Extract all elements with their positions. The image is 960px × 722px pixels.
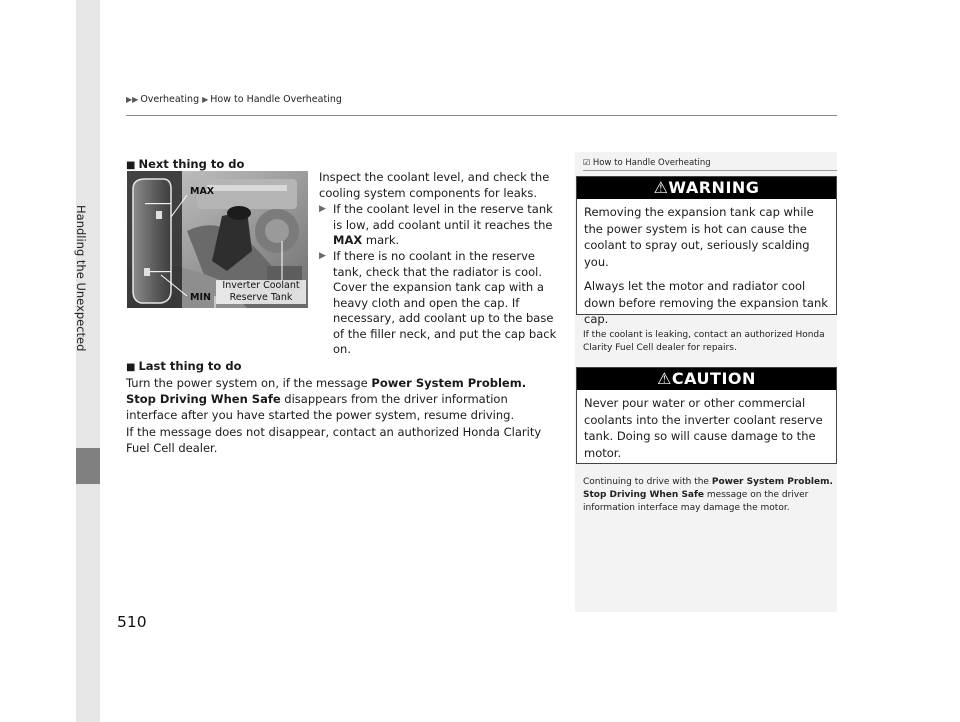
breadcrumb xyxy=(126,94,342,105)
last-thing-paragraph-2: If the message does not disappear, contact an authorized Honda Clarity Fuel Cell dealer. xyxy=(126,424,542,455)
caution-body: Never pour water or other commercial coolants into the inverter coolant reserve tank. Doing so will cause damage to the motor. xyxy=(584,396,823,460)
warning-header: ⚠WARNING xyxy=(577,177,836,199)
list-item: ▶ If the coolant level in the reserve tank is low, add coolant until it reaches the MAX mark. xyxy=(319,202,553,247)
side-tab-marker xyxy=(76,448,100,484)
square-bullet-icon: ■ xyxy=(126,362,136,373)
side-tab-label: Handling the Unexpected xyxy=(74,205,88,352)
caution-box xyxy=(576,367,837,464)
bullet-arrow-icon: ▶ xyxy=(319,251,326,261)
panel-divider xyxy=(583,170,837,171)
last-thing-body xyxy=(126,375,558,456)
page-number: 510 xyxy=(117,613,147,631)
warning-body: Removing the expansion tank cap while the power system is hot can cause the coolant to spray out, seriously scalding you. Always let the motor and radiator cool down before removing the expansion tank cap. xyxy=(584,205,828,326)
breadcrumb-arrow-icon: ▶▶ xyxy=(126,95,139,104)
next-intro-text: Inspect the coolant level, and check the cooling system components for leaks. xyxy=(319,170,550,200)
checkbox-icon: ☑ xyxy=(583,158,591,167)
warning-icon: ⚠ xyxy=(653,178,669,197)
panel-note-leak: If the coolant is leaking, contact an authorized Honda Clarity Fuel Cell dealer for repairs. xyxy=(583,330,825,353)
warning-box xyxy=(576,176,837,326)
square-bullet-icon: ■ xyxy=(126,160,136,171)
header-divider xyxy=(126,115,837,116)
heading-next-thing: ■ Next thing to do xyxy=(126,157,245,171)
bullet-arrow-icon: ▶ xyxy=(319,204,326,214)
panel-note-continue: Continuing to drive with the Power System Problem. Stop Driving When Safe message on the driver information interface may damage the motor. xyxy=(583,477,833,513)
caution-header: ⚠CAUTION xyxy=(577,368,836,390)
figure-label-reserve-tank: Inverter Coolant Reserve Tank xyxy=(216,280,306,304)
heading-last-thing: ■ Last thing to do xyxy=(126,359,242,373)
figure-label-min: MIN xyxy=(190,292,211,303)
panel-title: ☑ How to Handle Overheating xyxy=(583,158,711,168)
figure-label-max: MAX xyxy=(190,186,215,197)
side-tab xyxy=(76,0,100,722)
last-thing-paragraph-1: Turn the power system on, if the message Power System Problem. Stop Driving When Safe disappears from the driver information interface after you have started the power system, resume driving. xyxy=(126,376,527,423)
breadcrumb-item-how-to-handle[interactable]: How to Handle Overheating xyxy=(210,94,342,105)
breadcrumb-item-overheating[interactable]: Overheating xyxy=(140,94,200,105)
warning-icon: ⚠ xyxy=(657,369,672,388)
breadcrumb-arrow-icon: ▶ xyxy=(202,95,209,104)
list-item: ▶ If there is no coolant in the reserve tank, check that the radiator is cool. Cover the expansion tank cap with a heavy cloth and open the cap. If necessary, add coolant up to the base of the filler neck, and put the cap back on. xyxy=(319,249,557,356)
